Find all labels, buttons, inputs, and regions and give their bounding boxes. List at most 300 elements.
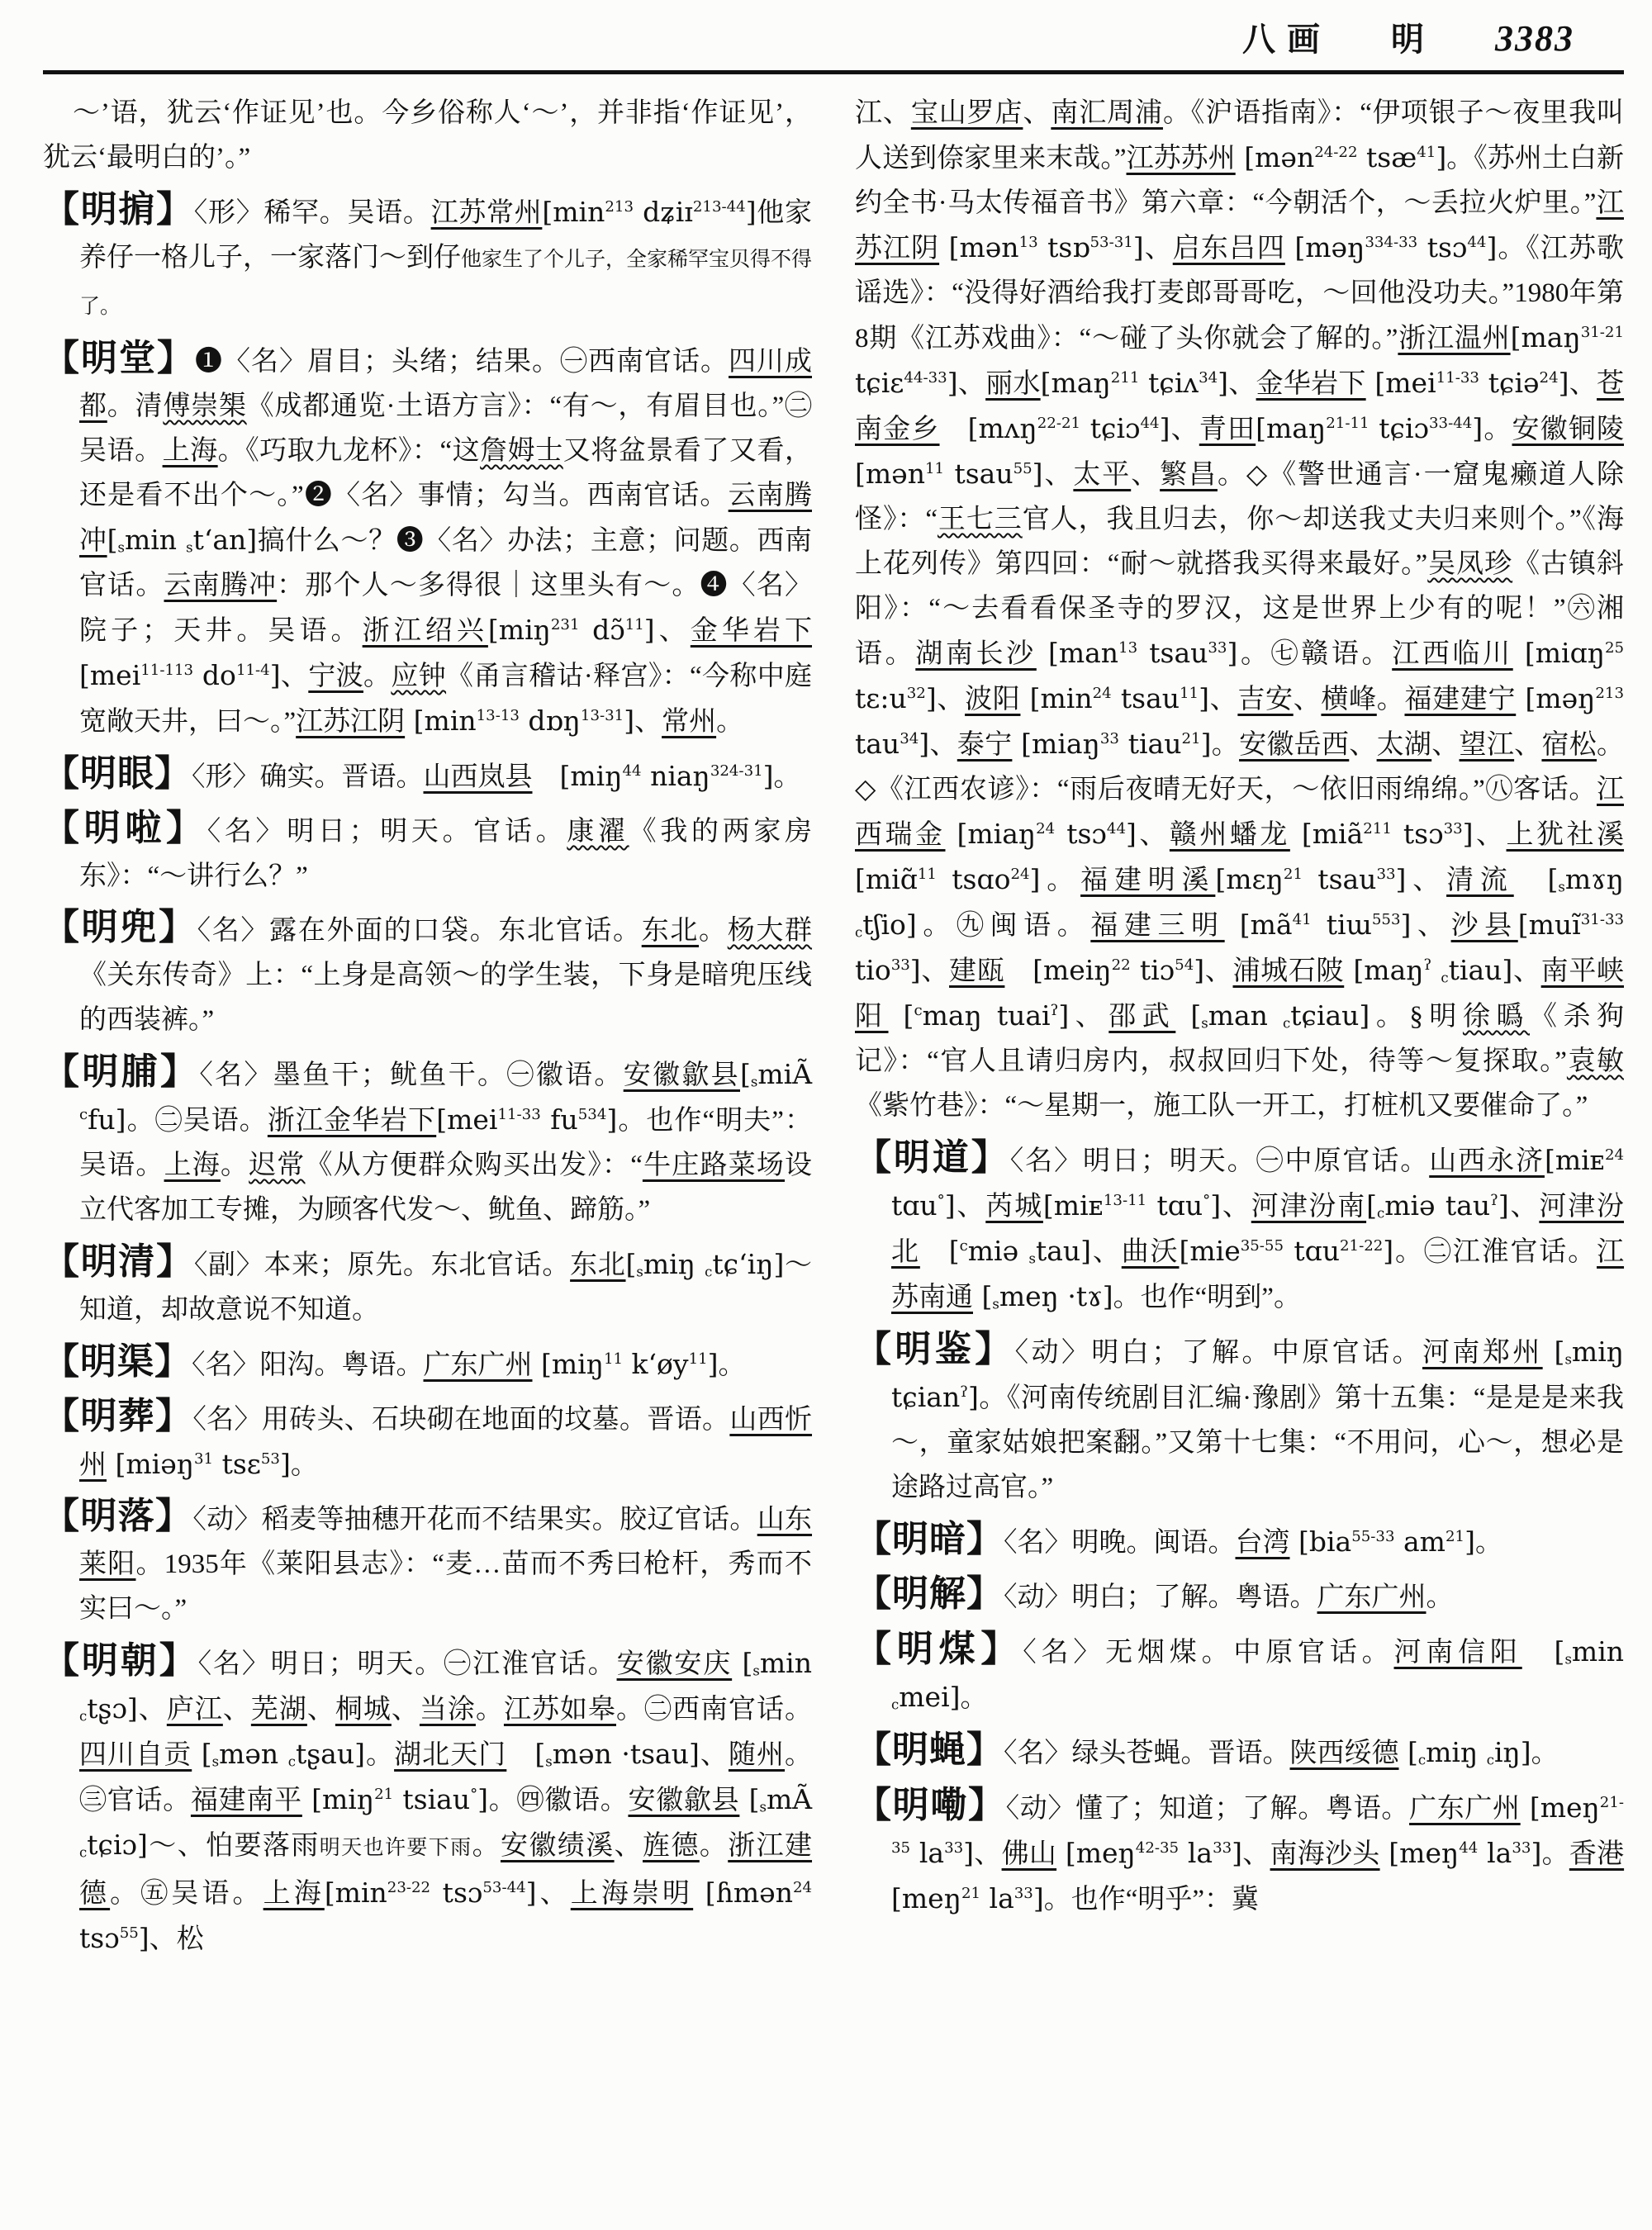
- dict-entry-明兜: [43, 909, 812, 1042]
- text-run: 。㊂官话。: [79, 1740, 813, 1815]
- place-name: 广东广州: [423, 1350, 533, 1380]
- place-name: 赣州蟠龙: [1169, 820, 1290, 850]
- tone-superscript: 44: [1140, 415, 1160, 432]
- ipa-transcription: tio: [855, 954, 891, 986]
- tone-superscript: ʔ: [1490, 1192, 1498, 1209]
- headword: 【明暗】: [855, 1519, 1004, 1559]
- right-column: [855, 91, 1624, 1971]
- ipa-transcription: ]。: [1472, 412, 1512, 444]
- tone-superscript: 24: [1036, 820, 1056, 837]
- ipa-transcription: tʂɔ]、: [87, 1692, 167, 1725]
- ipa-transcription: tsɔ: [1391, 818, 1444, 850]
- text-run: ～、怕要落雨: [147, 1831, 320, 1861]
- ipa-transcription: miÃ: [757, 1058, 813, 1090]
- text-run: 、: [1431, 730, 1460, 760]
- tone-superscript: 55-33: [1351, 1528, 1395, 1545]
- text-run: 〈形〉确实。晋语。: [192, 762, 424, 792]
- ipa-transcription: [maŋ: [1344, 954, 1424, 986]
- tone-superscript: 44: [1459, 1839, 1479, 1857]
- text-run: ㊆赣语。: [1270, 639, 1393, 669]
- tone-superscript: 22-21: [1037, 415, 1081, 432]
- ipa-transcription: [mən: [1235, 141, 1315, 173]
- tone-letter: s: [1564, 1351, 1572, 1368]
- headword: 【明煤】: [855, 1629, 1023, 1669]
- tone-letter: s: [1201, 1015, 1208, 1032]
- place-name: 云南腾冲: [164, 571, 278, 600]
- ipa-transcription: ]、: [1400, 909, 1451, 941]
- ipa-transcription: [miɑŋ: [1512, 637, 1605, 669]
- ipa-transcription: [mei: [79, 659, 141, 691]
- tone-superscript: °: [1203, 1192, 1211, 1209]
- tone-letter: s: [186, 539, 193, 556]
- text-run: 。也作“明到”。: [1113, 1283, 1301, 1312]
- ipa-transcription: tsau: [1137, 637, 1208, 669]
- text-run: 。1935年《莱阳县志》：“麦…苗而不秀曰枪杆，秀而不实曰～。”: [79, 1549, 812, 1624]
- text-run: 。也作“明夫”：吴语。: [79, 1106, 813, 1180]
- text-run: 、: [1023, 98, 1051, 128]
- tone-superscript: 13-13: [476, 707, 520, 724]
- tone-superscript: 31: [194, 1450, 214, 1468]
- ipa-transcription: ]、: [947, 367, 986, 399]
- ipa-transcription: tiɔ: [1130, 954, 1175, 986]
- text-run: 、: [391, 1695, 420, 1725]
- place-name: 清流: [1446, 866, 1514, 895]
- tone-superscript: 11: [603, 1350, 624, 1368]
- place-name: 波阳: [965, 685, 1021, 714]
- tone-superscript: 32: [906, 685, 926, 702]
- ipa-transcription: [: [732, 1647, 753, 1679]
- dict-entry-明暗: [855, 1520, 1624, 1565]
- place-name: 四川成都: [79, 347, 812, 421]
- ipa-transcription: ]、: [919, 728, 957, 760]
- place-name: 宿松: [1541, 730, 1597, 760]
- ipa-transcription: ]: [1486, 231, 1498, 263]
- tone-letter: s: [1564, 1651, 1572, 1668]
- ipa-transcription: [bia: [1289, 1525, 1352, 1558]
- ipa-transcription: ]: [967, 1381, 979, 1413]
- ipa-transcription: [maŋ: [1256, 412, 1327, 444]
- dict-entry-明啦: [43, 809, 812, 899]
- ipa-transcription: [: [1398, 1736, 1418, 1768]
- person-name: 王七三: [937, 505, 1023, 534]
- ipa-transcription: tɕiɛ: [855, 367, 904, 399]
- ipa-transcription: dʑiɪ: [633, 196, 693, 228]
- place-name: 常州: [662, 707, 717, 737]
- text-run: ㊁江淮官话。: [1423, 1237, 1597, 1267]
- text-run: 。《江苏歌谣选》：“没得好酒给我打麦郎哥哥吃，～回他没功夫。”1980年第8期《江苏戏曲》：“～碰了头你就会了解的。”: [855, 234, 1624, 353]
- tone-superscript: 21-35: [891, 1794, 1625, 1857]
- headword: 【明脯】: [43, 1051, 200, 1092]
- text-run: 〈名〉明晚。闽语。: [1004, 1528, 1236, 1558]
- ipa-transcription: ]、: [1395, 863, 1447, 895]
- ipa-transcription: [: [973, 1280, 993, 1312]
- text-run: 〈名〉明日；明天。㊀中原官话。: [1009, 1146, 1430, 1176]
- place-name: 陕西绥德: [1289, 1739, 1399, 1768]
- headword: 【明鉴】: [855, 1329, 1015, 1369]
- text-run: 。: [220, 1151, 249, 1180]
- gloss-small-text: 明天也许要下雨: [319, 1837, 472, 1859]
- place-name: 四川自贡: [79, 1740, 192, 1770]
- ipa-transcription: [məŋ: [1516, 682, 1596, 714]
- text-run: 、: [1131, 460, 1161, 490]
- ipa-transcription: ]、: [1218, 367, 1256, 399]
- ipa-transcription: tsau: [944, 458, 1014, 490]
- ipa-transcription: ]、: [138, 1922, 177, 1954]
- ipa-transcription: [: [107, 524, 118, 556]
- text-run: ㊃徽语。: [516, 1786, 629, 1815]
- place-name: 启东吕四: [1172, 234, 1285, 263]
- place-name: 江苏如皋: [503, 1695, 616, 1725]
- ipa-transcription: mei]。: [899, 1681, 988, 1713]
- text-run: 《从方便群众购买出发》：“: [305, 1151, 643, 1180]
- place-name: 广东广州: [1317, 1582, 1427, 1612]
- place-name: 湖南长沙: [915, 639, 1037, 669]
- tone-superscript: 31-21: [1580, 324, 1625, 341]
- place-name: 河津汾北: [891, 1192, 1625, 1267]
- place-name: 横峰: [1321, 685, 1377, 714]
- ipa-transcription: tɛ:u: [855, 682, 907, 714]
- ipa-transcription: min: [124, 524, 187, 556]
- tone-superscript: 44: [1106, 820, 1126, 837]
- headword: 【明掮】: [43, 189, 194, 230]
- tone-superscript: 42-35: [1135, 1839, 1180, 1857]
- place-name: 台湾: [1235, 1528, 1290, 1558]
- dict-entry-明鉴: [855, 1330, 1624, 1510]
- ipa-transcription: tɑu: [1284, 1235, 1340, 1267]
- tone-superscript: 24: [1604, 1146, 1625, 1164]
- ipa-transcription: tsɔ: [79, 1922, 120, 1954]
- text-run: 松: [176, 1924, 204, 1954]
- ipa-transcription: [məŋ: [1284, 231, 1365, 263]
- text-run: 〈名〉用砖头、石块砌在地面的坟墓。晋语。: [192, 1405, 730, 1435]
- tone-letter: s: [211, 1753, 220, 1770]
- ipa-transcription: [meŋ: [1056, 1837, 1136, 1869]
- ipa-transcription: ]: [606, 1103, 618, 1136]
- place-name: 浙江金华岩下: [267, 1106, 437, 1136]
- dict-entry-明蝇: [855, 1730, 1624, 1776]
- place-name: 佛山: [1001, 1839, 1057, 1869]
- tone-superscript: 534: [577, 1106, 607, 1123]
- ipa-transcription: tʃio]: [862, 909, 917, 941]
- text-run: 。: [472, 1831, 501, 1861]
- ipa-transcription: [maŋ: [1040, 367, 1111, 399]
- text-run: 〈动〉懂了；知道；了解。粤语。: [1005, 1794, 1410, 1824]
- place-name: 苍南金乡: [855, 369, 1625, 444]
- headword: 【明葬】: [43, 1396, 193, 1436]
- ipa-transcription: ]、: [944, 1189, 986, 1222]
- ipa-transcription: [min: [405, 705, 477, 737]
- tone-superscript: 55: [1013, 460, 1032, 477]
- ipa-transcription: tau: [855, 728, 900, 760]
- dict-entry-明嘞: [855, 1786, 1624, 1922]
- dict-entry-明解: [855, 1575, 1624, 1620]
- tone-superscript: 33: [1443, 820, 1463, 837]
- tone-superscript: 33: [1208, 639, 1227, 657]
- tone-superscript: 21-11: [1326, 415, 1370, 432]
- text-run: 。: [1426, 1582, 1454, 1612]
- text-run: 、: [306, 1695, 335, 1725]
- headword: 【明解】: [855, 1573, 1004, 1614]
- headword: 【明朝】: [43, 1640, 198, 1681]
- tone-superscript: 24-22: [1314, 144, 1358, 161]
- text-run: 、: [1349, 730, 1377, 760]
- header-character: 明: [1391, 21, 1436, 58]
- place-name: 福建建宁: [1404, 685, 1517, 714]
- tone-letter: s: [545, 1753, 553, 1770]
- place-name: 东北: [570, 1250, 626, 1280]
- place-name: 曲沃: [1121, 1237, 1180, 1267]
- ipa-transcription: ]、: [624, 705, 662, 737]
- ipa-transcription: ]、: [1232, 1837, 1270, 1869]
- text-run: 。: [699, 1831, 729, 1861]
- person-name: 应钟: [391, 662, 447, 691]
- tone-letter: c: [1417, 1752, 1427, 1768]
- tone-superscript: 334-33: [1365, 234, 1418, 251]
- tone-superscript: 33: [1099, 730, 1119, 747]
- place-name: 东北: [641, 916, 700, 946]
- ipa-transcription: am: [1394, 1525, 1446, 1558]
- tone-letter: s: [752, 1663, 760, 1679]
- ipa-transcription: miŋ tɕian: [891, 1336, 1625, 1413]
- ipa-transcription: ]、: [925, 682, 966, 714]
- ipa-transcription: [miŋ: [532, 760, 623, 792]
- ipa-transcription: [: [1542, 1336, 1565, 1368]
- ipa-transcription: [1431, 954, 1441, 986]
- tone-superscript: 21: [961, 1885, 981, 1902]
- ipa-transcription: tsau: [1303, 863, 1377, 895]
- text-run: 。: [716, 707, 744, 737]
- place-name: 上海: [263, 1879, 325, 1909]
- headword: 【明兜】: [43, 907, 197, 947]
- headword: 【明嘞】: [855, 1785, 1006, 1825]
- place-name: 云南腾冲: [79, 481, 812, 556]
- place-name: 建瓯: [949, 956, 1005, 986]
- place-name: 宝山罗店: [910, 98, 1023, 128]
- radical-stroke-section: 八画: [1242, 21, 1332, 58]
- tone-superscript: 11: [924, 460, 945, 477]
- text-run: 。: [1376, 685, 1405, 714]
- tone-letter: s: [117, 539, 125, 556]
- tone-superscript: 44: [1467, 234, 1487, 251]
- ipa-transcription: [miɑ̃: [855, 863, 918, 895]
- text-run: 。㊁西南官话。: [615, 1695, 813, 1725]
- text-run: 。㊄吴语。: [110, 1879, 263, 1909]
- ipa-transcription: ]。: [1227, 637, 1271, 669]
- text-run: 。◇《警世通言·一窟鬼癞道人除怪》：“: [855, 460, 1625, 534]
- place-name: 江苏江阴: [296, 707, 406, 737]
- ipa-transcription: [: [1175, 999, 1202, 1032]
- place-name: 山西永济: [1429, 1146, 1545, 1176]
- place-name: 太平: [1073, 460, 1132, 490]
- ipa-transcription: niaŋ: [641, 760, 710, 792]
- place-name: 河南郑州: [1422, 1338, 1543, 1368]
- place-name: 当涂: [419, 1695, 476, 1725]
- tone-superscript: 553: [1371, 911, 1401, 928]
- place-name: 上海: [164, 1151, 221, 1180]
- place-name: 安徽绩溪: [500, 1831, 615, 1861]
- tone-superscript: 44-33: [904, 369, 947, 387]
- place-name: 繁昌: [1160, 460, 1218, 490]
- place-name: 牛庄路菜场: [642, 1151, 786, 1180]
- text-run: 江、: [855, 98, 911, 128]
- tone-letter: s: [992, 1296, 999, 1312]
- headword: 【明蝇】: [855, 1729, 1004, 1770]
- place-name: 福建三明: [1090, 911, 1225, 941]
- ipa-transcription: [miã: [1289, 818, 1364, 850]
- place-name: 安徽铜陵: [1512, 415, 1625, 444]
- text-run: 。§明: [1370, 1002, 1463, 1032]
- ipa-transcription: dɔ̃: [579, 614, 625, 646]
- text-run: 〈名〉无烟煤。中原官话。: [1023, 1638, 1394, 1668]
- ipa-transcription: tsau: [1111, 682, 1180, 714]
- text-run: 。: [699, 916, 728, 946]
- dict-entry-明脯: [43, 1052, 812, 1232]
- text-run: 。《苏州土白新约全书·马太传福音书》第六章：“今朝活个，～丢拉火炉里。”: [855, 144, 1624, 218]
- ipa-transcription: [mã: [1224, 909, 1293, 941]
- ipa-transcription: t‘an]: [192, 524, 258, 556]
- ipa-transcription: [: [192, 1738, 212, 1770]
- tone-superscript: 211: [1363, 820, 1392, 837]
- dict-entry-明清: [43, 1242, 812, 1332]
- tone-superscript: ʔ: [1423, 956, 1432, 974]
- ipa-transcription: [min: [324, 1877, 387, 1909]
- text-run: 。◇《江西农谚》：“雨后夜晴无好天，～依旧雨绵绵。”㊇客话。: [855, 730, 1625, 804]
- ipa-transcription: [muĩ: [1517, 909, 1581, 941]
- tone-superscript: 53: [260, 1450, 280, 1468]
- place-name: 南平峡阳: [855, 956, 1625, 1032]
- person-name: 杨大群: [727, 916, 813, 946]
- tone-superscript: 13-11: [1103, 1192, 1147, 1209]
- text-run: 。: [364, 1740, 395, 1770]
- tone-superscript: 11-33: [497, 1106, 541, 1123]
- ipa-transcription: tɑu: [1146, 1189, 1203, 1222]
- tone-superscript: 33: [1213, 1839, 1232, 1857]
- place-name: 浙江建德: [79, 1831, 813, 1909]
- tone-letter: s: [750, 1074, 758, 1090]
- text-run: 〈名〉明日；明天。官话。: [206, 817, 567, 847]
- tone-superscript: c: [914, 1002, 923, 1019]
- headword: 【明落】: [43, 1496, 193, 1536]
- tone-superscript: c: [79, 1106, 88, 1123]
- headword: 【明眼】: [43, 753, 192, 794]
- text-run: 〈名〉明日；明天。㊀江淮官话。: [197, 1649, 617, 1679]
- text-run: 、: [1293, 685, 1322, 714]
- dict-entry-明渠: [43, 1342, 812, 1388]
- ipa-transcription: ]。: [477, 1783, 517, 1815]
- ipa-transcription: [: [919, 1235, 960, 1267]
- ipa-transcription: k‘øy: [623, 1348, 689, 1380]
- place-name: 上犹社溪: [1506, 820, 1625, 850]
- ipa-transcription: [mən: [939, 231, 1019, 263]
- ipa-transcription: ]、: [643, 614, 691, 646]
- text-run: 、: [1514, 730, 1542, 760]
- ipa-transcription: [meiŋ: [1004, 954, 1112, 986]
- place-name: 邵武: [1108, 1002, 1176, 1032]
- place-name: 芮城: [985, 1192, 1043, 1222]
- ipa-transcription: ]。: [1464, 1525, 1502, 1558]
- text-run: 设立代客加工专摊，为顾客代发～、鱿鱼、蹄筋。”: [79, 1151, 813, 1225]
- person-name: 袁敏: [1566, 1046, 1625, 1076]
- ipa-transcription: [mʌŋ: [939, 412, 1037, 444]
- ipa-transcription: mən ·tsau]、: [552, 1738, 729, 1770]
- place-name: 浙江绍兴: [362, 616, 488, 646]
- tone-superscript: 33: [890, 956, 910, 974]
- tone-superscript: 41: [1292, 911, 1312, 928]
- ipa-transcription: [miəŋ: [107, 1448, 194, 1480]
- place-name: 上海: [162, 436, 218, 466]
- ipa-transcription: [: [625, 1248, 637, 1280]
- ipa-transcription: [: [1521, 1635, 1565, 1668]
- text-run: ：那个人～多得很｜这里头有～。❹〈名〉院子；天井。吴语。: [79, 571, 813, 646]
- text-run: 。: [363, 662, 392, 691]
- ipa-transcription: [mən: [855, 458, 925, 490]
- ipa-transcription: tɕiau]: [1290, 999, 1370, 1032]
- ipa-transcription: ]、: [1058, 999, 1109, 1032]
- ipa-transcription: tɕiʌ: [1139, 367, 1199, 399]
- text-run: 、: [614, 1831, 643, 1861]
- ipa-transcription: [meŋ: [1520, 1791, 1600, 1824]
- ipa-transcription: [: [888, 999, 914, 1032]
- tone-superscript: 55: [119, 1924, 139, 1942]
- ipa-transcription: [mei: [436, 1103, 498, 1136]
- tone-superscript: 11-113: [140, 662, 194, 679]
- dict-entry-明道: [855, 1138, 1624, 1320]
- ipa-transcription: [miaŋ: [1012, 728, 1100, 760]
- dict-entry-明葬: [43, 1397, 812, 1487]
- tone-letter: c: [1282, 1015, 1291, 1032]
- page-number: 3383: [1495, 18, 1574, 59]
- place-name: 金华岩下: [1256, 369, 1366, 399]
- text-run: 官人，我且归去，你～却送我丈夫归来则个。”《海上花列传》第四回：“耐～就搭我买得来最好。”: [855, 505, 1624, 579]
- ipa-transcription: [meŋ: [891, 1882, 961, 1914]
- ipa-transcription: ]。: [1383, 1235, 1424, 1267]
- place-name: 江苏江阴: [855, 188, 1624, 263]
- ipa-transcription: tsiau: [393, 1783, 471, 1815]
- tone-superscript: 211: [1110, 369, 1140, 387]
- ipa-transcription: tʂau]: [295, 1738, 365, 1770]
- ipa-transcription: [miᴇ: [1042, 1189, 1104, 1222]
- ipa-transcription: [: [739, 1783, 760, 1815]
- tone-superscript: 13-31: [580, 707, 624, 724]
- tone-superscript: 35-55: [1240, 1237, 1284, 1255]
- place-name: 浙江温州: [1398, 324, 1511, 353]
- text-run: ❶〈名〉眉目；头绪；结果。㊀西南官话。: [195, 347, 729, 377]
- text-run: 《紫竹巷》：“～星期一，施工队一开工，打桩机又要催命了。”: [855, 1091, 1588, 1121]
- place-name: 湖北天门: [394, 1740, 507, 1770]
- dict-entry-明掮: [43, 190, 812, 330]
- tone-letter: c: [1376, 1205, 1385, 1222]
- ipa-transcription: tiau]、: [1448, 954, 1541, 986]
- tone-superscript: 33: [1376, 866, 1396, 883]
- place-name: 沙县: [1450, 911, 1518, 941]
- ipa-transcription: [: [506, 1738, 546, 1770]
- dict-entry-明堂: [43, 339, 812, 744]
- tone-superscript: 25: [1604, 639, 1625, 657]
- tone-letter: c: [891, 1696, 900, 1713]
- tone-letter: c: [855, 924, 863, 941]
- ipa-transcription: ]、: [1558, 367, 1597, 399]
- tone-superscript: °: [937, 1192, 945, 1209]
- tone-superscript: 34: [900, 730, 919, 747]
- text-run: 。㊁吴语。: [126, 1106, 268, 1136]
- tone-letter: c: [1441, 970, 1449, 986]
- text-run: 〈副〉本来；原先。东北官话。: [193, 1250, 571, 1280]
- place-name: 江西临川: [1392, 639, 1513, 669]
- place-name: 太湖: [1376, 730, 1432, 760]
- tone-superscript: 33: [944, 1839, 964, 1857]
- tone-superscript: 21: [374, 1786, 394, 1803]
- text-run: 他家养仔一格儿子，一家落门～到仔: [79, 198, 813, 273]
